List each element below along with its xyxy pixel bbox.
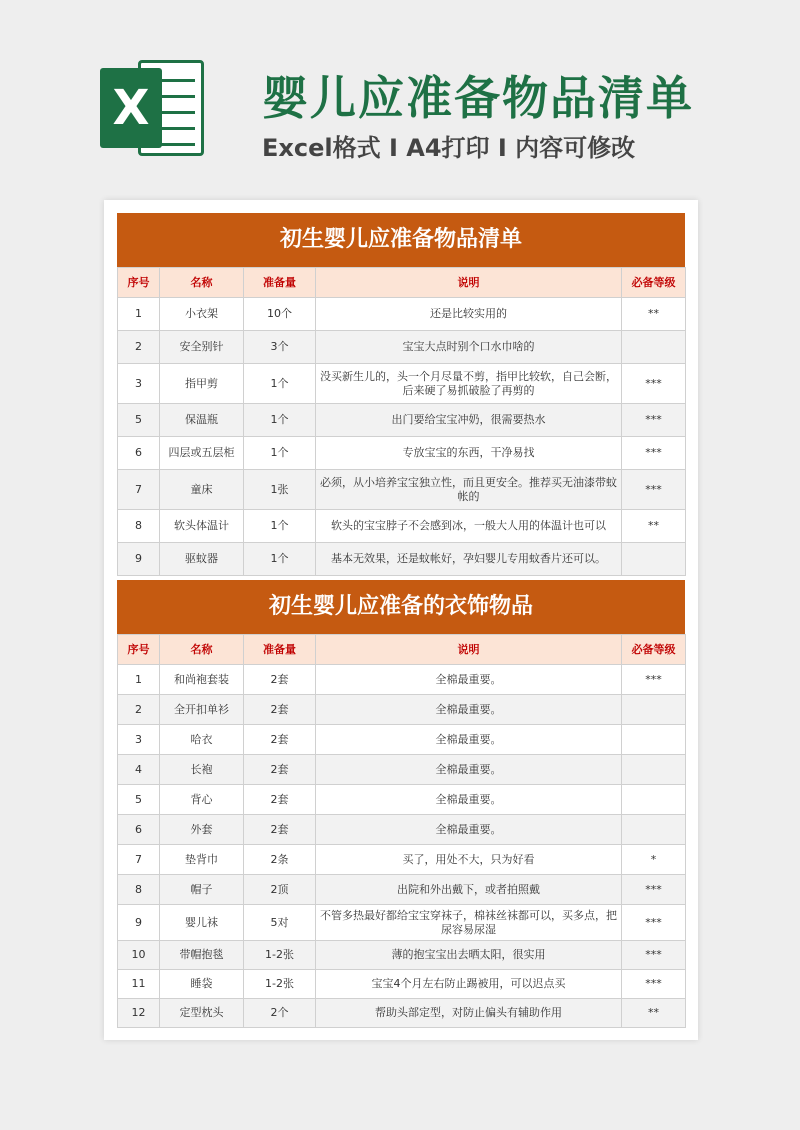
table-header-row bbox=[118, 635, 686, 665]
row-qty: 1个 bbox=[244, 543, 316, 576]
row-desc: 全棉最重要。 bbox=[316, 695, 622, 725]
row-level bbox=[622, 543, 686, 576]
row-level: ** bbox=[622, 999, 686, 1028]
col-header-level: 必备等级 bbox=[622, 268, 686, 298]
page-title: 婴儿应准备物品清单 bbox=[262, 71, 694, 125]
row-qty: 2套 bbox=[244, 815, 316, 845]
row-name: 背心 bbox=[160, 785, 244, 815]
row-desc: 必须，从小培养宝宝独立性，而且更安全。推荐买无油漆带蚊帐的 bbox=[316, 470, 622, 510]
row-desc: 宝宝大点时别个口水巾啥的 bbox=[316, 331, 622, 364]
table-row bbox=[118, 970, 686, 999]
col-header-no: 序号 bbox=[118, 268, 160, 298]
row-no: 8 bbox=[118, 875, 160, 905]
row-level: *** bbox=[622, 364, 686, 404]
row-no: 2 bbox=[118, 695, 160, 725]
row-level: *** bbox=[622, 875, 686, 905]
col-header-qty: 准备量 bbox=[244, 268, 316, 298]
row-qty: 2套 bbox=[244, 665, 316, 695]
col-header-qty: 准备量 bbox=[244, 635, 316, 665]
col-header-desc: 说明 bbox=[316, 268, 622, 298]
table-row bbox=[118, 543, 686, 576]
row-desc: 买了，用处不大，只为好看 bbox=[316, 845, 622, 875]
row-desc: 全棉最重要。 bbox=[316, 755, 622, 785]
row-level bbox=[622, 755, 686, 785]
page-subtitle: Excel格式 I A4打印 I 内容可修改 bbox=[262, 134, 636, 162]
section-title: 初生婴儿应准备物品清单 bbox=[117, 213, 685, 267]
section-clothing-items bbox=[117, 580, 685, 1028]
table-row bbox=[118, 437, 686, 470]
row-qty: 1个 bbox=[244, 437, 316, 470]
row-level: *** bbox=[622, 905, 686, 941]
table-row bbox=[118, 785, 686, 815]
row-qty: 1张 bbox=[244, 470, 316, 510]
col-header-level: 必备等级 bbox=[622, 635, 686, 665]
row-qty: 2顶 bbox=[244, 875, 316, 905]
row-no: 1 bbox=[118, 298, 160, 331]
col-header-name: 名称 bbox=[160, 635, 244, 665]
table-row bbox=[118, 905, 686, 941]
row-no: 11 bbox=[118, 970, 160, 999]
table-row bbox=[118, 331, 686, 364]
row-level: *** bbox=[622, 404, 686, 437]
row-no: 7 bbox=[118, 845, 160, 875]
spreadsheet-sheet bbox=[104, 200, 698, 1040]
row-name: 全开扣单衫 bbox=[160, 695, 244, 725]
table-row bbox=[118, 695, 686, 725]
row-qty: 2套 bbox=[244, 755, 316, 785]
row-level bbox=[622, 725, 686, 755]
row-name: 小衣架 bbox=[160, 298, 244, 331]
row-no: 9 bbox=[118, 905, 160, 941]
row-level: *** bbox=[622, 665, 686, 695]
row-name: 驱蚊器 bbox=[160, 543, 244, 576]
row-name: 哈衣 bbox=[160, 725, 244, 755]
table-row bbox=[118, 845, 686, 875]
row-desc: 基本无效果，还是蚊帐好，孕妇婴儿专用蚊香片还可以。 bbox=[316, 543, 622, 576]
table-row bbox=[118, 665, 686, 695]
row-no: 5 bbox=[118, 785, 160, 815]
row-qty: 2个 bbox=[244, 999, 316, 1028]
row-name: 睡袋 bbox=[160, 970, 244, 999]
row-level bbox=[622, 331, 686, 364]
table-row bbox=[118, 941, 686, 970]
row-desc: 全棉最重要。 bbox=[316, 815, 622, 845]
row-name: 保温瓶 bbox=[160, 404, 244, 437]
row-no: 1 bbox=[118, 665, 160, 695]
row-level: *** bbox=[622, 941, 686, 970]
row-name: 定型枕头 bbox=[160, 999, 244, 1028]
row-name: 婴儿袜 bbox=[160, 905, 244, 941]
row-no: 7 bbox=[118, 470, 160, 510]
row-level bbox=[622, 695, 686, 725]
table-row bbox=[118, 470, 686, 510]
row-no: 9 bbox=[118, 543, 160, 576]
row-name: 外套 bbox=[160, 815, 244, 845]
row-level bbox=[622, 815, 686, 845]
table-row bbox=[118, 298, 686, 331]
page-header bbox=[0, 0, 800, 200]
section-title: 初生婴儿应准备的衣饰物品 bbox=[117, 580, 685, 634]
row-qty: 1-2张 bbox=[244, 970, 316, 999]
row-name: 指甲剪 bbox=[160, 364, 244, 404]
table-row bbox=[118, 404, 686, 437]
row-qty: 2套 bbox=[244, 725, 316, 755]
row-level: ** bbox=[622, 298, 686, 331]
row-level: * bbox=[622, 845, 686, 875]
table-row bbox=[118, 815, 686, 845]
row-desc: 专放宝宝的东西，干净易找 bbox=[316, 437, 622, 470]
row-desc: 还是比较实用的 bbox=[316, 298, 622, 331]
row-desc: 帮助头部定型，对防止偏头有辅助作用 bbox=[316, 999, 622, 1028]
row-qty: 2条 bbox=[244, 845, 316, 875]
clothing-table bbox=[117, 634, 686, 1028]
row-level: *** bbox=[622, 437, 686, 470]
row-desc: 全棉最重要。 bbox=[316, 725, 622, 755]
row-desc: 宝宝4个月左右防止踢被用，可以迟点买 bbox=[316, 970, 622, 999]
row-name: 童床 bbox=[160, 470, 244, 510]
table-row bbox=[118, 999, 686, 1028]
row-no: 6 bbox=[118, 815, 160, 845]
row-name: 长袍 bbox=[160, 755, 244, 785]
col-header-desc: 说明 bbox=[316, 635, 622, 665]
table-row bbox=[118, 875, 686, 905]
table-header-row bbox=[118, 268, 686, 298]
row-qty: 1个 bbox=[244, 510, 316, 543]
row-level: *** bbox=[622, 970, 686, 999]
row-qty: 1个 bbox=[244, 364, 316, 404]
row-no: 3 bbox=[118, 364, 160, 404]
row-no: 5 bbox=[118, 404, 160, 437]
row-desc: 全棉最重要。 bbox=[316, 665, 622, 695]
excel-logo-letter: X bbox=[100, 68, 162, 148]
row-level: ** bbox=[622, 510, 686, 543]
row-name: 安全别针 bbox=[160, 331, 244, 364]
row-qty: 1个 bbox=[244, 404, 316, 437]
row-qty: 3个 bbox=[244, 331, 316, 364]
row-qty: 2套 bbox=[244, 785, 316, 815]
row-name: 和尚袍套装 bbox=[160, 665, 244, 695]
row-name: 垫背巾 bbox=[160, 845, 244, 875]
excel-logo-icon bbox=[100, 58, 210, 158]
row-desc: 薄的抱宝宝出去晒太阳，很实用 bbox=[316, 941, 622, 970]
row-no: 6 bbox=[118, 437, 160, 470]
row-no: 3 bbox=[118, 725, 160, 755]
row-name: 软头体温计 bbox=[160, 510, 244, 543]
table-row bbox=[118, 510, 686, 543]
row-desc: 没买新生儿的，头一个月尽量不剪，指甲比较软，自己会断，后来硬了易抓破脸了再剪的 bbox=[316, 364, 622, 404]
row-name: 帽子 bbox=[160, 875, 244, 905]
row-level: *** bbox=[622, 470, 686, 510]
row-no: 2 bbox=[118, 331, 160, 364]
row-qty: 1-2张 bbox=[244, 941, 316, 970]
row-no: 12 bbox=[118, 999, 160, 1028]
row-qty: 5对 bbox=[244, 905, 316, 941]
items-table bbox=[117, 267, 686, 576]
table-row bbox=[118, 725, 686, 755]
section-newborn-items bbox=[117, 213, 685, 576]
row-desc: 出门要给宝宝冲奶，很需要热水 bbox=[316, 404, 622, 437]
row-desc: 软头的宝宝脖子不会感到冰，一般大人用的体温计也可以 bbox=[316, 510, 622, 543]
row-name: 四层或五层柜 bbox=[160, 437, 244, 470]
row-no: 10 bbox=[118, 941, 160, 970]
row-qty: 10个 bbox=[244, 298, 316, 331]
table-row bbox=[118, 364, 686, 404]
row-no: 8 bbox=[118, 510, 160, 543]
row-desc: 不管多热最好都给宝宝穿袜子，棉袜丝袜都可以，买多点，把尿容易尿湿 bbox=[316, 905, 622, 941]
table-row bbox=[118, 755, 686, 785]
row-desc: 全棉最重要。 bbox=[316, 785, 622, 815]
row-desc: 出院和外出戴下，或者拍照戴 bbox=[316, 875, 622, 905]
col-header-name: 名称 bbox=[160, 268, 244, 298]
row-no: 4 bbox=[118, 755, 160, 785]
col-header-no: 序号 bbox=[118, 635, 160, 665]
row-name: 带帽抱毯 bbox=[160, 941, 244, 970]
row-level bbox=[622, 785, 686, 815]
row-qty: 2套 bbox=[244, 695, 316, 725]
